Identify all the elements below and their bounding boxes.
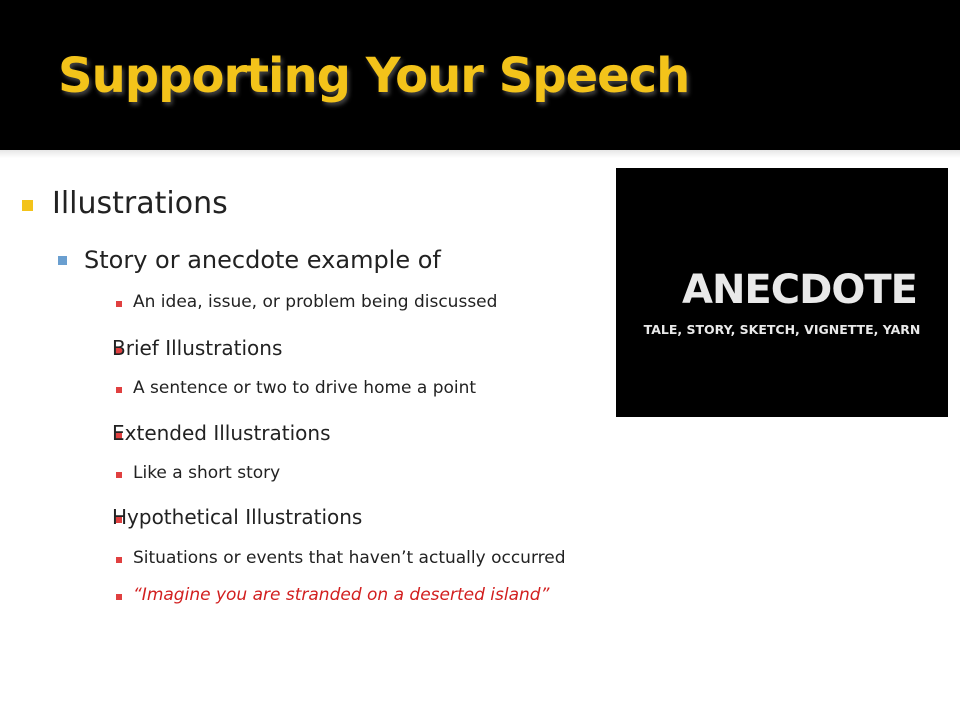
anecdote-heading: ANECDOTE (682, 267, 917, 313)
bullet-square-icon (116, 472, 122, 478)
bullet-square-icon (22, 200, 33, 211)
list-item: Situations or events that haven’t actually occurred (133, 548, 566, 568)
bullet-level2-story: Story or anecdote example of (84, 246, 441, 274)
list-item: Like a short story (133, 463, 281, 483)
bullet-square-icon (116, 387, 122, 393)
anecdote-image (616, 168, 948, 417)
bullet-square-icon (58, 256, 67, 265)
list-item: Extended Illustrations (112, 421, 331, 445)
quote-item: “Imagine you are stranded on a deserted island” (133, 585, 550, 605)
bullet-square-icon (116, 301, 122, 307)
slide-title: Supporting Your Speech (58, 48, 690, 104)
list-item: An idea, issue, or problem being discussed (133, 292, 498, 312)
bullet-level1-illustrations: Illustrations (52, 186, 228, 221)
bullet-square-icon (116, 557, 122, 563)
bullet-square-icon (116, 594, 122, 600)
anecdote-synonyms: TALE, STORY, SKETCH, VIGNETTE, YARN (643, 322, 921, 337)
list-item: Brief Illustrations (112, 336, 283, 360)
list-item: A sentence or two to drive home a point (133, 378, 477, 398)
list-item: Hypothetical Illustrations (112, 505, 363, 529)
